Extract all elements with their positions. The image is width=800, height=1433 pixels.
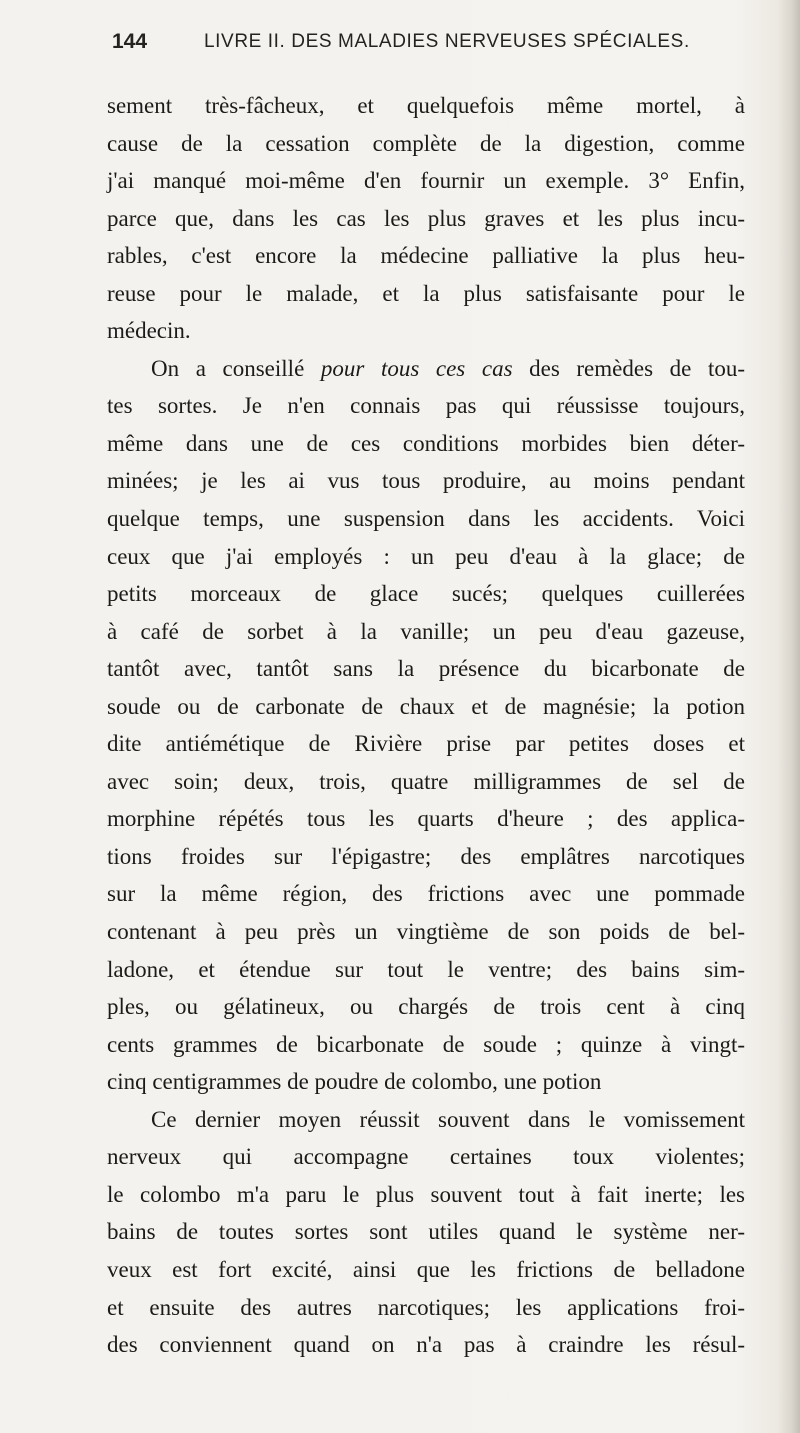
page-header — [112, 30, 732, 60]
text-line: quelque temps, une suspension dans les accidents. Voici — [107, 506, 745, 532]
text-line: soude ou de carbonate de chaux et de magnésie; la potion — [107, 693, 745, 719]
text-run: des remèdes de tou- — [512, 355, 745, 381]
text-line: j'ai manqué moi-même d'en fournir un exemple. 3° Enfin, — [107, 168, 745, 194]
text-line: bains de toutes sortes sont utiles quand le système ner- — [107, 1219, 745, 1245]
running-title: LIVRE II. DES MALADIES NERVEUSES SPÉCIALES. — [204, 31, 690, 52]
text-line: petits morceaux de glace sucés; quelques cuillerées — [107, 581, 745, 607]
text-line: tions froides sur l'épigastre; des emplâtres narcotiques — [107, 843, 745, 869]
text-line: tes sortes. Je n'en connais pas qui réussisse toujours, — [107, 393, 745, 419]
text-line: même dans une de ces conditions morbides bien déter- — [107, 430, 745, 456]
text-line: veux est fort excité, ainsi que les frictions de belladone — [107, 1256, 745, 1282]
text-line: ceux que j'ai employés : un peu d'eau à la glace; de — [107, 543, 745, 569]
text-line: ples, ou gélatineux, ou chargés de trois cent à cinq — [107, 994, 745, 1020]
text-line: à café de sorbet à la vanille; un peu d'eau gazeuse, — [107, 618, 745, 644]
text-line: ladone, et étendue sur tout le ventre; des bains sim- — [107, 956, 745, 982]
text-line: reuse pour le malade, et la plus satisfaisante pour le — [107, 280, 745, 306]
text-line: et ensuite des autres narcotiques; les applications froi- — [107, 1294, 745, 1320]
text-line: cinq centigrammes de poudre de colombo, une potion — [107, 1069, 602, 1095]
text-line: le colombo m'a paru le plus souvent tout à fait inerte; les — [107, 1181, 745, 1207]
text-line: morphine répétés tous les quarts d'heure ; des applica- — [107, 806, 745, 832]
text-line: cause de la cessation complète de la digestion, comme — [107, 130, 745, 156]
text-line: des conviennent quand on n'a pas à craindre les résul- — [107, 1332, 745, 1358]
text-line: Ce dernier moyen réussit souvent dans le vomissement — [151, 1106, 745, 1132]
text-line: avec soin; deux, trois, quatre milligrammes de sel de — [107, 768, 745, 794]
paragraph — [107, 1101, 745, 1364]
text-line: rables, c'est encore la médecine palliative la plus heu- — [107, 243, 745, 269]
text-line: parce que, dans les cas les plus graves et les plus incu- — [107, 205, 745, 231]
page-number: 144 — [112, 30, 148, 53]
text-run: On a conseillé — [151, 355, 321, 381]
paragraph — [107, 350, 745, 1101]
text-line: sement très-fâcheux, et quelquefois même mortel, à — [107, 93, 745, 118]
text-line: contenant à peu près un vingtième de son poids de bel- — [107, 919, 745, 945]
text-line: nerveux qui accompagne certaines toux violentes; — [107, 1144, 745, 1170]
body-text — [107, 87, 745, 1364]
text-line — [107, 350, 745, 388]
paragraph — [107, 87, 745, 350]
text-line: médecin. — [107, 318, 191, 344]
text-line: tantôt avec, tantôt sans la présence du bicarbonate de — [107, 656, 745, 682]
text-line: dite antiémétique de Rivière prise par petites doses et — [107, 731, 745, 757]
text-line: cents grammes de bicarbonate de soude ; quinze à vingt- — [107, 1031, 745, 1057]
italic-emphasis: pour tous ces cas — [320, 355, 513, 381]
page-edge-shadow — [778, 0, 800, 1433]
text-line: sur la même région, des frictions avec une pommade — [107, 881, 745, 907]
text-line: minées; je les ai vus tous produire, au moins pendant — [107, 468, 745, 494]
